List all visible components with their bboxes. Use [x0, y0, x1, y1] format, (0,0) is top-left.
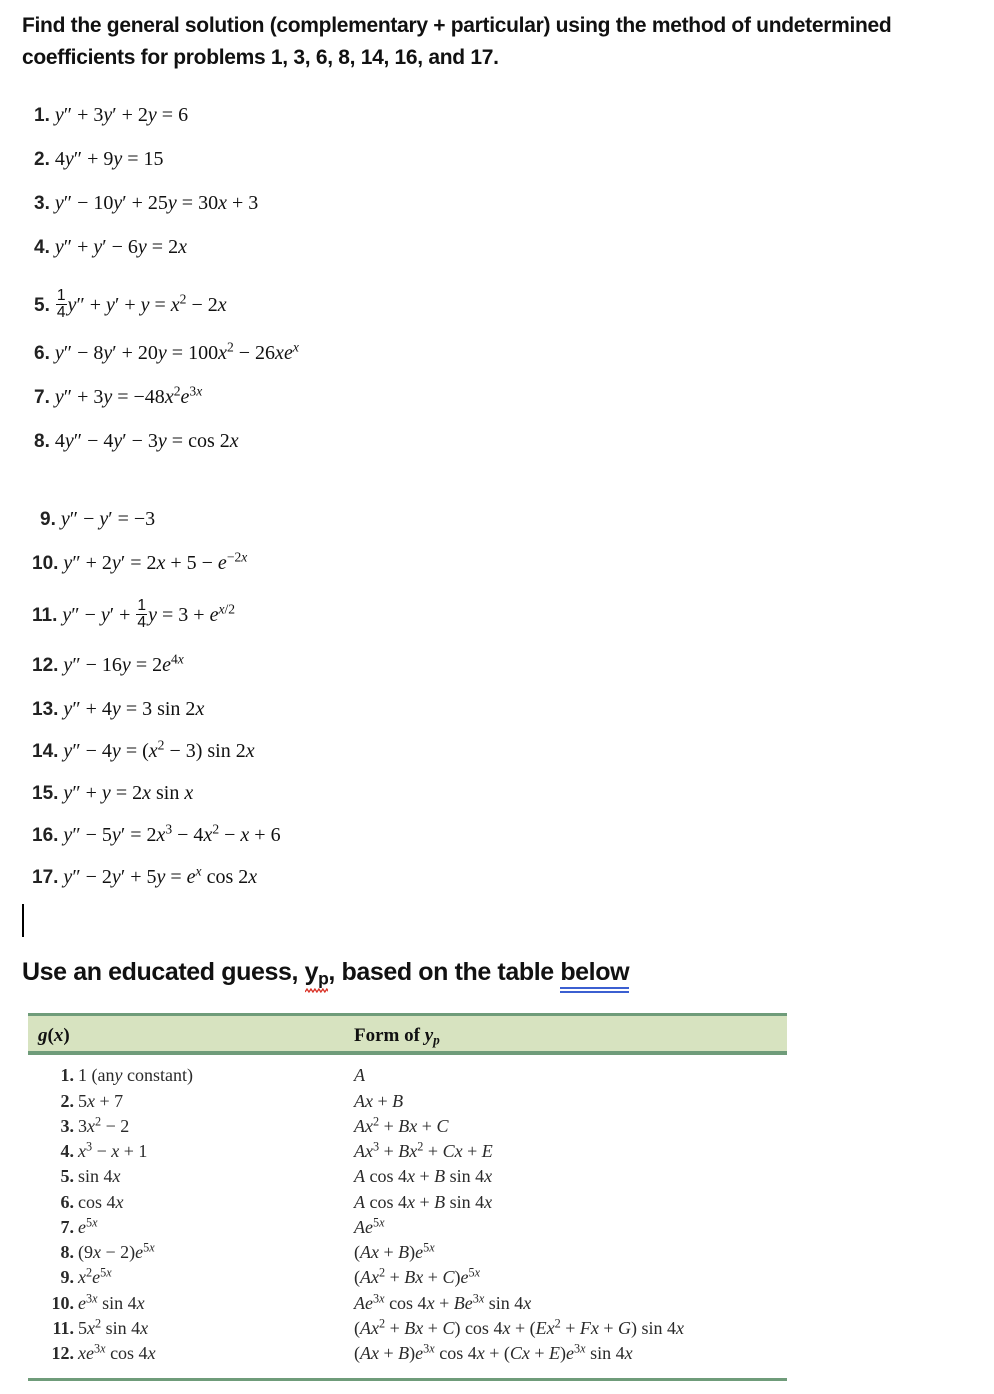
problem-equation: $y'' + 2y' = 2x + 5 - e^{-2x}$ — [63, 549, 248, 574]
cell-form-yp: $(Ax^2 + Bx + C)$ $\cos 4x + (Ex^2 + Fx + G)$ sin 4x — [354, 1316, 685, 1338]
cell-form-yp: $Ae^{3x}$ $\cos 4x + Be^{3x}$ sin 4x — [354, 1291, 532, 1313]
table-row — [28, 1141, 787, 1166]
text-cursor — [22, 904, 24, 937]
problem-number: 12. — [32, 655, 59, 676]
problem-equation: $y'' - 16y = 2e^{4x}$ — [63, 651, 184, 676]
problem-equation: y″ − 10y′ + 25y = 30x + 3 — [54, 192, 259, 214]
table-row — [28, 1116, 787, 1141]
cell-gx: $x^3 - x + 1$ — [78, 1139, 148, 1161]
row-number: 8. — [60, 1242, 74, 1262]
problem-item — [32, 782, 193, 805]
row-number: 7. — [60, 1217, 74, 1237]
cell-gx: $xe^{3x}$ cos 4x — [78, 1341, 156, 1363]
cell-gx: $5x^2$ sin 4x — [78, 1316, 149, 1338]
cell-gx: sin 4x — [78, 1166, 121, 1186]
cell-form-yp: A cos 4x + B sin 4x — [354, 1166, 493, 1186]
cell-gx: $e^{5x}$ — [78, 1215, 98, 1237]
problem-number: 4. — [34, 237, 50, 258]
problem-item — [32, 698, 204, 721]
cell-gx: 5x + 7 — [78, 1091, 124, 1111]
row-number: 1. — [60, 1065, 74, 1085]
problem-number: 16. — [32, 825, 59, 846]
problem-equation: $\frac{1}{4}$ $y'' + y' + y = x^2 - 2x$ — [56, 287, 227, 321]
row-number: 4. — [60, 1141, 74, 1161]
problem-equation: 4y″ + 9y = 15 — [54, 148, 164, 170]
below-link[interactable]: below — [560, 958, 629, 987]
problem-number: 7. — [34, 387, 50, 408]
row-number: 10. — [51, 1293, 74, 1313]
table-body — [28, 1055, 787, 1381]
problem-number: 8. — [34, 431, 50, 452]
table-row — [28, 1166, 787, 1191]
cell-gx: 1 (any constant) — [78, 1065, 193, 1085]
cell-form-yp: A — [354, 1065, 365, 1085]
cell-form-yp: A cos 4x + B sin 4x — [354, 1192, 493, 1212]
problem-number: 11. — [32, 604, 58, 626]
cell-gx: $(9x - 2)e^{5x}$ — [78, 1240, 155, 1262]
problem-item — [32, 597, 236, 632]
problem-equation: $y'' - 4y = (x^2 - 3)$ sin 2x — [63, 737, 255, 762]
problem-equation: $y'' - 2y' + 5y = e^x$ cos 2x — [63, 863, 258, 888]
table-row — [28, 1091, 787, 1116]
table-header — [28, 1013, 787, 1055]
problem-item — [32, 863, 258, 889]
problem-equation: y″ + y′ − 6y = 2x — [54, 236, 187, 258]
row-number: 9. — [60, 1267, 74, 1287]
problem-number: 6. — [34, 343, 50, 364]
problem-item — [32, 549, 248, 575]
yp-misspelled-word[interactable]: $y_p$ — [305, 958, 329, 987]
row-number: 2. — [60, 1091, 74, 1111]
problem-item — [32, 651, 184, 677]
table-row — [28, 1192, 787, 1217]
heading-text-middle: , based on the table — [328, 958, 561, 986]
problem-item — [34, 287, 227, 322]
problem-number: 10. — [32, 553, 59, 574]
problem-number: 2. — [34, 149, 50, 170]
problem-equation: $y'' - 5y' = 2x^3 - 4x^2 - x + 6$ — [63, 821, 281, 846]
problem-equation: y″ − y′ + $\frac{1}{4}$ $y = 3 + e^{x/2}$ — [62, 597, 236, 631]
cell-gx: $3x^2 - 2$ — [78, 1114, 130, 1136]
row-number: 12. — [51, 1343, 74, 1363]
cell-form-yp: $Ax^3 + Bx^2 + Cx + E$ — [354, 1139, 493, 1161]
cell-form-yp: $(Ax + B)e^{3x}$ $\cos 4x + (Cx + E)e^{3x}$ sin 4x — [354, 1341, 633, 1363]
problem-item — [34, 236, 187, 259]
heading-text-before: Use an educated guess, — [22, 958, 305, 986]
spellcheck-squiggle-icon — [305, 988, 329, 993]
problem-item — [32, 737, 255, 763]
table-row — [28, 1293, 787, 1318]
table-row — [28, 1065, 787, 1090]
problem-equation: 4y″ − 4y′ − 3y = cos 2x — [54, 430, 239, 452]
row-number: 6. — [60, 1192, 74, 1212]
problem-equation: $y'' - 8y' + 20y = 100x^2 - 26xe^x$ — [54, 339, 299, 364]
cell-form-yp: $(Ax + B)e^{5x}$ — [354, 1240, 435, 1262]
yp-forms-table — [28, 1013, 787, 1381]
header-form-of-yp: Form of $y_p$ — [354, 1025, 440, 1048]
instructions: Find the general solution (complementary + particular) using the method of undetermined coefficients for problems 1, 3, 6, 8, 14, 16, and 17. — [22, 14, 892, 69]
problem-item — [34, 339, 299, 365]
problem-equation: $y'' + 3y = -48x^2e^{3x}$ — [54, 383, 203, 408]
table-row — [28, 1217, 787, 1242]
problem-item — [34, 383, 203, 409]
double-underline — [560, 987, 629, 993]
problem-equation: y″ + 3y′ + 2y = 6 — [54, 104, 189, 126]
problem-number: 5. — [34, 294, 50, 316]
fraction-one-quarter: $\frac{1}{4}$ — [137, 597, 147, 631]
table-row — [28, 1267, 787, 1292]
cell-gx: $x^2e^{5x}$ — [78, 1265, 112, 1287]
section-heading — [22, 958, 629, 987]
cell-form-yp: $(Ax^2 + Bx + C)e^{5x}$ — [354, 1265, 481, 1287]
problem-item — [40, 508, 155, 531]
problem-number: 14. — [32, 741, 59, 762]
problem-item — [34, 148, 164, 171]
problem-item — [34, 430, 239, 453]
table-row — [28, 1242, 787, 1267]
problem-equation: y″ + 4y = 3 sin 2x — [63, 698, 205, 720]
problem-item — [34, 192, 258, 215]
table-row — [28, 1318, 787, 1343]
header-gx: g(x) — [38, 1025, 70, 1046]
cell-form-yp: $Ax^2 + Bx + C$ — [354, 1114, 449, 1136]
row-number: 11. — [52, 1318, 74, 1338]
problem-equation: y″ + y = 2x sin x — [63, 782, 194, 804]
fraction-one-quarter: $\frac{1}{4}$ — [56, 287, 66, 321]
problem-number: 1. — [34, 105, 50, 126]
cell-form-yp: Ax + B — [354, 1091, 404, 1111]
row-number: 3. — [60, 1116, 74, 1136]
table-row — [28, 1343, 787, 1368]
problem-number: 9. — [40, 509, 56, 530]
problem-item — [34, 104, 188, 127]
problem-item — [32, 821, 281, 847]
problem-number: 13. — [32, 699, 59, 720]
row-number: 5. — [60, 1166, 74, 1186]
cell-gx: $e^{3x}$ sin 4x — [78, 1291, 145, 1313]
cell-gx: cos 4x — [78, 1192, 124, 1212]
problem-equation: y″ − y′ = −3 — [60, 508, 156, 530]
problem-number: 17. — [32, 867, 59, 888]
cell-form-yp: $Ae^{5x}$ — [354, 1215, 385, 1237]
problem-number: 15. — [32, 783, 59, 804]
problem-number: 3. — [34, 193, 50, 214]
